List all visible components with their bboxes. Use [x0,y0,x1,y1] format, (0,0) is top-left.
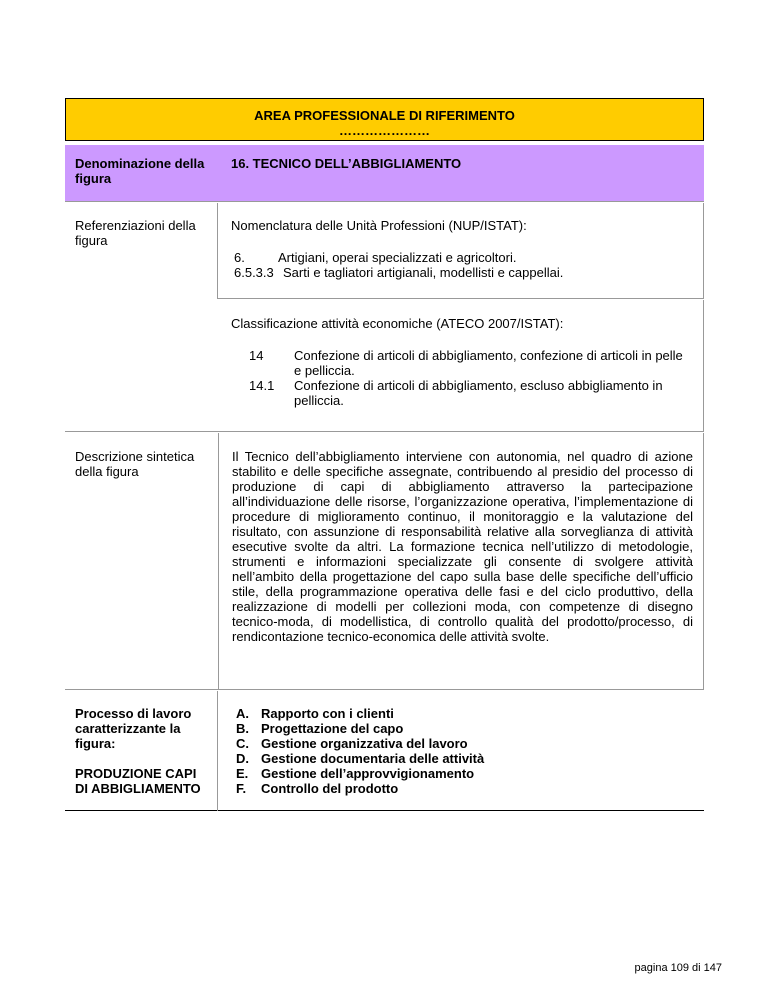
processo-letter: C. [236,736,249,751]
nup-text: Artigiani, operai specializzati e agricoltori. [278,250,517,265]
nup-cell [218,203,704,299]
referenziazioni-label: Referenziazioni della figura [65,203,218,299]
nup-code: 6. [234,250,245,265]
processo-list [236,706,694,796]
processo-name: PRODUZIONE CAPI DI ABBIGLIAMENTO [75,766,201,796]
ateco-text: Confezione di articoli di abbigliamento, escluso abbigliamento in pelliccia. [294,378,663,408]
list-item [236,781,694,796]
processo-text: Gestione dell’approvvigionamento [261,766,475,781]
list-item [236,721,694,736]
list-item [236,706,694,721]
list-item [236,736,694,751]
processo-text: Progettazione del capo [261,721,404,736]
row-denominazione [65,145,704,202]
list-item [249,348,693,378]
nup-list [234,250,693,280]
processo-letter: E. [236,766,249,781]
descrizione-label: Descrizione sintetica della figura [65,433,218,690]
row-descrizione [65,433,704,690]
descrizione-text: Il Tecnico dell’abbigliamento interviene con autonomia, nel quadro di azione stabilito e delle specifiche assegnate, contribuendo al presidio del processo di produzione di capi di abbigliamento attraverso la partecipazione all’individuazione delle risorse, l’organizzazione operativa, l’implementazione di procedure di miglioramento continuo, il monitoraggio e la valutazione del risultato, con assunzione di responsabilità relative alla sorveglianza di attività esecutive svolte da altri. La formazione tecnica nell’utilizzo di metodologie, strumenti e informazioni specializzate gli consente di svolgere attività nell’ambito della progettazione del capo sulla base delle specifiche dell’ufficio stile, della programmazione operativa delle fasi e del ciclo produttivo, della realizzazione di modelli per collezioni moda, con competenze di disegno tecnico-moda, di modellistica, di controllo qualità del prodotto/processo, di rendicontazione tecnico-economica delle attività svolte. [218,433,704,690]
processo-text: Controllo del prodotto [261,781,399,796]
processo-label-cell [65,691,218,811]
row-referenziazioni [65,203,704,299]
processo-label: Processo di lavoro caratterizzante la figura: [75,706,192,751]
ateco-code: 14 [249,348,264,363]
processo-letter: B. [236,721,249,736]
list-item [234,250,693,265]
area-placeholder: ………………… [339,123,430,138]
list-item [236,766,694,781]
ateco-list [249,348,693,408]
ateco-title: Classificazione attività economiche (ATECO 2007/ISTAT): [231,316,564,331]
processo-text: Gestione organizzativa del lavoro [261,736,468,751]
ateco-empty-cell [65,300,218,432]
area-header [65,98,704,141]
nup-code: 6.5.3.3 [234,265,274,280]
nup-title: Nomenclatura delle Unità Professioni (NUP/ISTAT): [231,218,527,233]
denominazione-label: Denominazione della figura [65,145,218,202]
denominazione-value: 16. TECNICO DELL’ABBIGLIAMENTO [218,145,704,202]
processo-letter: A. [236,706,249,721]
processo-text: Rapporto con i clienti [261,706,394,721]
ateco-cell [218,300,704,432]
list-item [236,751,694,766]
page-number: pagina 109 di 147 [634,962,722,974]
nup-text: Sarti e tagliatori artigianali, modellisti e cappellai. [283,265,564,280]
row-processo [65,691,704,811]
processo-list-cell [218,691,704,811]
area-title: AREA PROFESSIONALE DI RIFERIMENTO [254,108,515,123]
list-item [249,378,693,408]
processo-letter: F. [236,781,247,796]
list-item [234,265,693,280]
processo-letter: D. [236,751,249,766]
ateco-code: 14.1 [249,378,275,393]
row-ateco [65,300,704,432]
ateco-text: Confezione di articoli di abbigliamento, confezione di articoli in pelle e pelliccia. [294,348,683,378]
processo-text: Gestione documentaria delle attività [261,751,485,766]
